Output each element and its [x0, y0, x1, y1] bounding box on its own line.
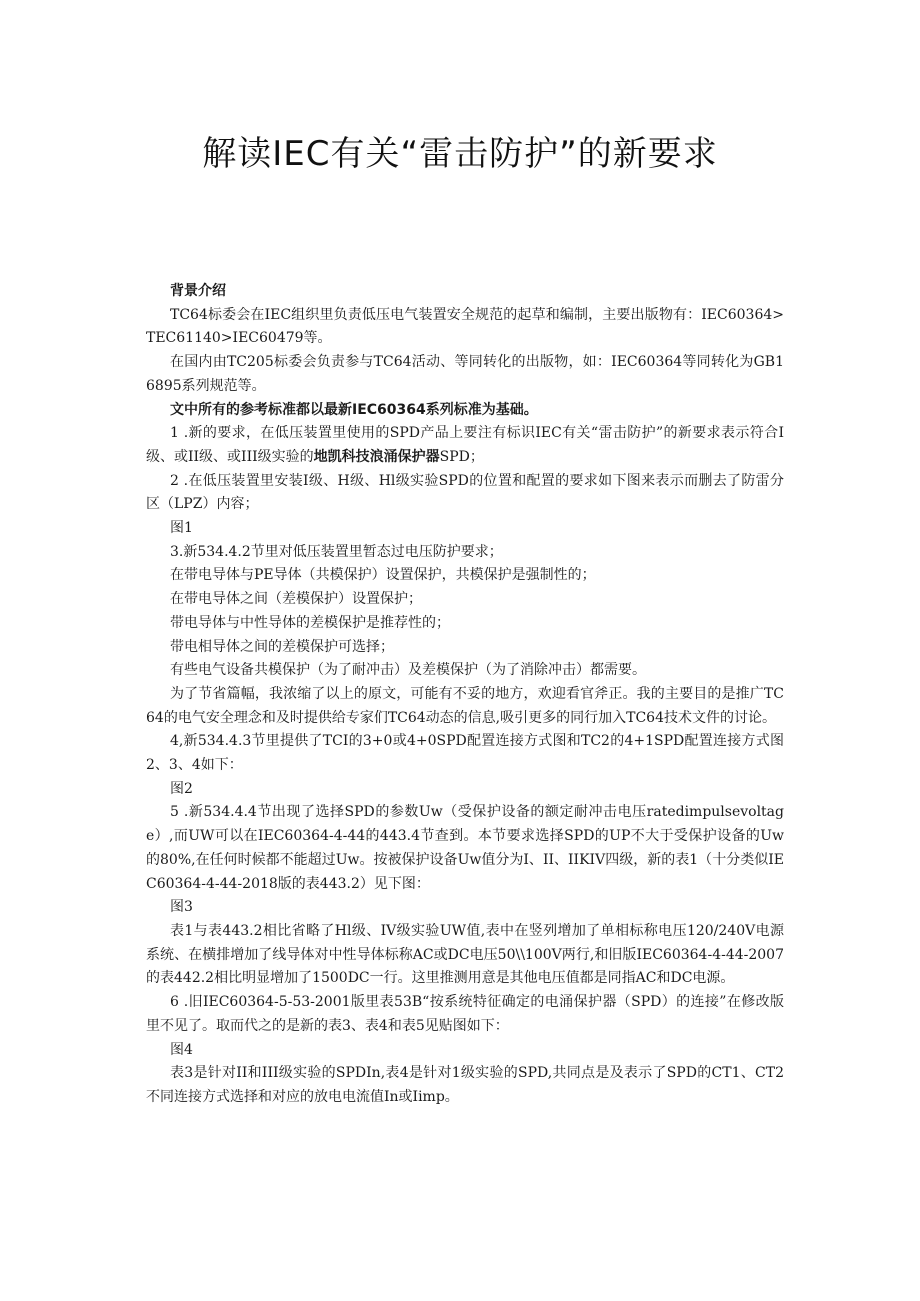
document-body	[146, 280, 784, 1110]
paragraph: 在国内由TC205标委会负责参与TC64活动、等同转化的出版物，如：IEC60364等同转化为GB16895系列规范等。	[146, 354, 784, 394]
page-title: 解读IEC有关“雷击防护”的新要求	[202, 134, 718, 174]
paragraph	[146, 422, 784, 469]
paragraph: 带电相导体之间的差模保护可选择；	[170, 638, 394, 655]
paragraph: 在带电导体与PE导体（共模保护）设置保护，共模保护是强制性的；	[170, 567, 596, 584]
paragraph: 表3是针对II和III级实验的SPDIn,表4是针对1级实验的SPD,共同点是及表示了SPD的CT1、CT2不同连接方式选择和对应的放电电流值In或Iimp。	[146, 1065, 784, 1105]
paragraph: TC64标委会在IEC组织里负责低压电气装置安全规范的起草和编制，主要出版物有：IEC60364>TEC61140>IEC60479等。	[146, 306, 784, 347]
figure-label: 图3	[170, 899, 193, 916]
paragraph: 2 .在低压装置里安装I级、H级、Hl级实验SPD的位置和配置的要求如下图来表示而删去了防雷分区（LPZ）内容；	[146, 472, 784, 513]
paragraph: 6 .旧IEC60364-5-53-2001版里表53B“按系统特征确定的电涌保护器（SPD）的连接”在修改版里不见了。取而代之的是新的表3、表4和表5见贴图如下：	[146, 994, 784, 1034]
paragraph: 表1与表443.2相比省略了Hl级、IV级实验UW值,表中在竖列增加了单相标称电压120/240V电源系统、在横排增加了线导体对中性导体标称AC或DC电压50\\100V两行,和旧版IEC60364-4-44-2007的表442.2相比明显增加了1500DC一行。这里推测用意是其他电压值都是同指AC和DC电源。	[146, 922, 784, 987]
paragraph: 3.新534.4.2节里对低压装置里暂态过电压防护要求；	[170, 543, 503, 560]
paragraph: 带电导体与中性导体的差模保护是推荐性的；	[170, 614, 450, 631]
paragraph-emphasis: 文中所有的参考标准都以最新IEC60364系列标准为基础。	[170, 401, 538, 418]
paragraph-text: SPD；	[439, 448, 484, 465]
paragraph-text: 1 .新的要求，在低压装置里使用的SPD产品上要注有标识IEC有关“雷击防护”的新要求表示符合I级、或II级、或III级实验的	[146, 425, 784, 465]
figure-label: 图1	[170, 520, 193, 537]
figure-label: 图4	[170, 1041, 193, 1058]
section-heading: 背景介绍	[170, 283, 226, 299]
paragraph: 4,新534.4.3节里提供了TCI的3+0或4+0SPD配置连接方式图和TC2的4+1SPD配置连接方式图2、3、4如下：	[146, 733, 784, 774]
paragraph: 5 .新534.4.4节出现了选择SPD的参数Uw（受保护设备的额定耐冲击电压ratedimpulsevoltage）,而UW可以在IEC60364-4-44的443.4节查到。本节要求选择SPD的UP不大于受保护设备的Uw的80%,在任何时候都不能超过Uw。按被保护设备Uw值分为I、II、IIKIV四级，新的表1（十分类似IEC60364-4-44-2018版的表443.2）见下图：	[146, 804, 784, 892]
figure-label: 图2	[170, 780, 193, 797]
paragraph: 在带电导体之间（差模保护）设置保护；	[170, 591, 422, 608]
paragraph: 有些电气设备共模保护（为了耐冲击）及差模保护（为了消除冲击）都需要。	[170, 662, 646, 679]
product-name: 地凯科技浪涌保护器	[313, 448, 440, 465]
paragraph: 为了节省篇幅，我浓缩了以上的原文，可能有不妥的地方，欢迎看官斧正。我的主要目的是推广TC64的电气安全理念和及时提供给专家们TC64动态的信息,吸引更多的同行加入TC64技术文件的讨论。	[146, 685, 784, 726]
